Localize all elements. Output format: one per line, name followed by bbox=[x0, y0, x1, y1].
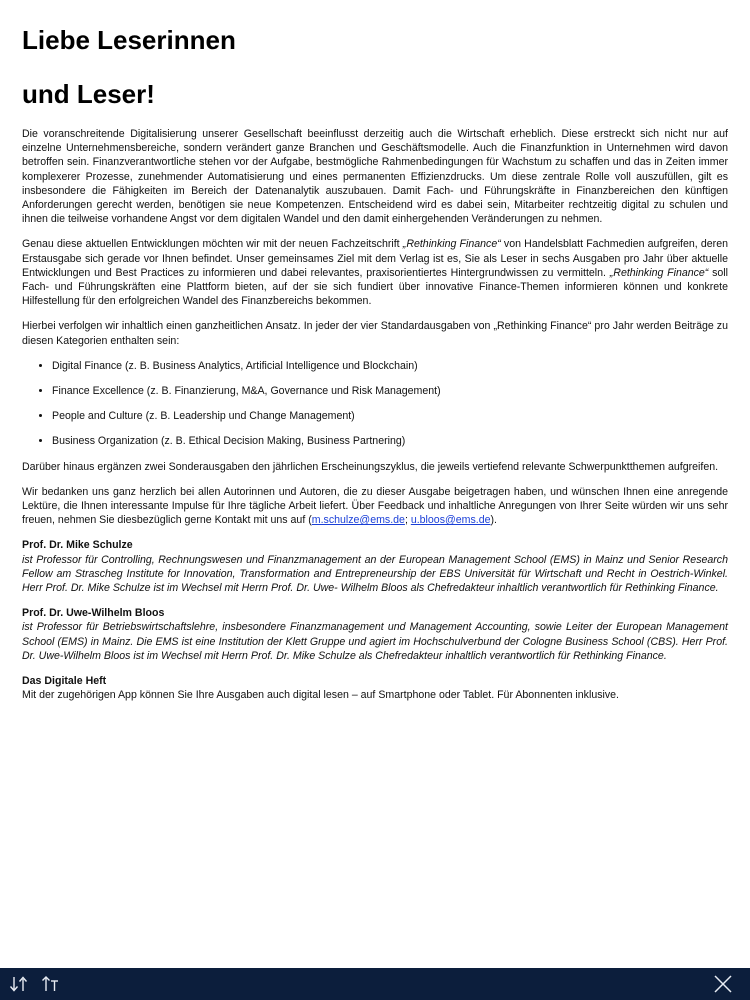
paragraph-4: Darüber hinaus ergänzen zwei Sonderausgaben den jährlichen Erscheinungszyklus, die jeweils vertiefend relevante Schwerpunktthemen aufgreifen. bbox=[22, 460, 719, 473]
article-body bbox=[22, 127, 728, 703]
paragraph-2-part-c: soll Fach- und Führungskräften eine Plattform bieten, auf der sie sich fundiert über innovative Finance-Themen informieren können und konkrete Hilfestellung für den erfolgreichen Wandel des Finanzbereichs bekommen. bbox=[22, 266, 729, 308]
list-item: • Digital Finance (z. B. Business Analytics, Artificial Intelligence und Blockchain) bbox=[52, 359, 728, 373]
paragraph-2-part-b: von Handelsblatt Fachmedien aufgreifen, deren Erstausgabe sich gerade vor Ihnen befindet. Unser gemeinsames Ziel mit dem Verlag ist es, Sie als Leser in sechs Ausgaben pro Jahr über aktuelle Entwicklungen und Best Practices zu informieren und dabei relevantes, praxisorientiertes Hintergrundwissen zu vermitteln. bbox=[22, 238, 728, 279]
author-name-schulze: Prof. Dr. Mike Schulze bbox=[22, 539, 133, 552]
reader-toolbar bbox=[0, 968, 750, 1000]
page-title-line-2: und Leser! bbox=[22, 79, 155, 109]
paragraph-5 bbox=[22, 485, 728, 528]
paragraph-5-text: Wir bedanken uns ganz herzlich bei allen Autorinnen und Autoren, die zu dieser Ausgabe beigetragen haben, und wünschen Ihnen eine anregende Lektüre, die Ihnen interessante Impulse für Ihre tägliche Arbeit liefert. Über Feedback und inhaltliche Anregungen von Ihrer Seite würden wir uns sehr freuen, nehmen Sie diesbezüglich gerne Kontakt mit uns auf ( bbox=[22, 485, 728, 527]
close-icon[interactable] bbox=[712, 974, 734, 994]
paragraph-1: Die voranschreitende Digitalisierung unserer Gesellschaft beeinflusst derzeitig auch die Wirtschaft erheblich. Diese erstreckt sich nicht nur auf einzelne Unternehmensbereiche, sondern verändert ganze Branchen und Geschäftsmodelle. Auch die Finanzfunktion in Unternehmen wird davon betroffen sein. Finanzverantwortliche stehen vor der Aufgabe, bestmögliche Rahmenbedingungen für Wachstum zu schaffen und das in Zeiten immer komplexerer Prozesse, zunehmender Automatisierung und eines permanenten Effizienzdrucks. Um diese zentrale Rolle voll auszufüllen, gilt es insbesondere die Fähigkeiten im Bereich der Datenanalytik auszubauen. Damit Fach- und Führungskräfte in Finanzbereichen den künftigen Anforderungen gerecht werden, benötigen sie neue Kompetenzen. Entscheidend wird es dabei sein, Mitarbeiter rechtzeitig digital zu schulen und ihnen die teilweise vorhandene Angst vor dem digitalen Wandel und den damit einhergehenden Veränderungen zu nehmen. bbox=[22, 128, 728, 226]
paragraph-5-end: ). bbox=[490, 514, 497, 527]
scroll-down-icon[interactable] bbox=[9, 974, 31, 994]
email-link-bloos[interactable]: u.bloos@ems.de bbox=[410, 514, 491, 527]
publication-name: „Rethinking Finance“ bbox=[609, 266, 709, 279]
scroll-up-icon[interactable] bbox=[40, 974, 62, 994]
author-name-bloos: Prof. Dr. Uwe-Wilhelm Bloos bbox=[22, 607, 165, 620]
page-title-line-1: Liebe Leserinnen bbox=[22, 25, 236, 55]
digital-issue-text: Mit der zugehörigen App können Sie Ihre Ausgaben auch digital lesen – auf Smartphone oder Tablet. Für Abonnenten inklusive. bbox=[22, 689, 619, 702]
list-item: • People and Culture (z. B. Leadership und Change Management) bbox=[52, 409, 728, 423]
list-item: • Finance Excellence (z. B. Finanzierung, M&A, Governance und Risk Management) bbox=[52, 384, 728, 398]
list-item: • Business Organization (z. B. Ethical Decision Making, Business Partnering) bbox=[52, 434, 728, 448]
category-list bbox=[22, 359, 728, 449]
paragraph-3: Hierbei verfolgen wir inhaltlich einen ganzheitlichen Ansatz. In jeder der vier Standardausgaben von „Rethinking Finance“ pro Jahr werden Beiträge zu diesen Kategorien enthalten sein: bbox=[22, 320, 728, 347]
paragraph-2-part-a: Genau diese aktuellen Entwicklungen möchten wir mit der neuen Fachzeitschrift bbox=[22, 238, 403, 251]
author-bio-schulze: ist Professor für Controlling, Rechnungswesen und Finanzmanagement an der European Management School (EMS) in Mainz und Senior Research Fellow am Strascheg Institute for Innovation, Transformation and Entrepreneurship der EBS Universität für Wirtschaft und Recht in Oestrich-Winkel. Herr Prof. Dr. Mike Schulze ist im Wechsel mit Herrn Prof. Dr. Uwe- Wilhelm Bloos als Chefredakteur inhaltlich verantwortlich für Rethinking Finance. bbox=[22, 553, 728, 595]
email-link-schulze[interactable]: m.schulze@ems.de bbox=[311, 514, 405, 527]
publication-name: „Rethinking Finance“ bbox=[402, 238, 501, 251]
email-separator: ; bbox=[404, 514, 411, 527]
paragraph-2 bbox=[22, 237, 728, 308]
author-bio-bloos: ist Professor für Betriebswirtschaftslehre, insbesondere Finanzmanagement und Management Accounting, sowie Leiter der European Management School (EMS) in Mainz. Die EMS ist eine Institution der Klett Gruppe und agiert im Hochschulverbund der Cologne Business School (CBS). Herr Prof. Dr. Uwe-Wilhelm Bloos ist im Wechsel mit Herrn Prof. Dr. Mike Schulze als Chefredakteur inhaltlich verantwortlich für Rethinking Finance. bbox=[22, 621, 728, 662]
digital-issue-heading: Das Digitale Heft bbox=[22, 675, 107, 688]
